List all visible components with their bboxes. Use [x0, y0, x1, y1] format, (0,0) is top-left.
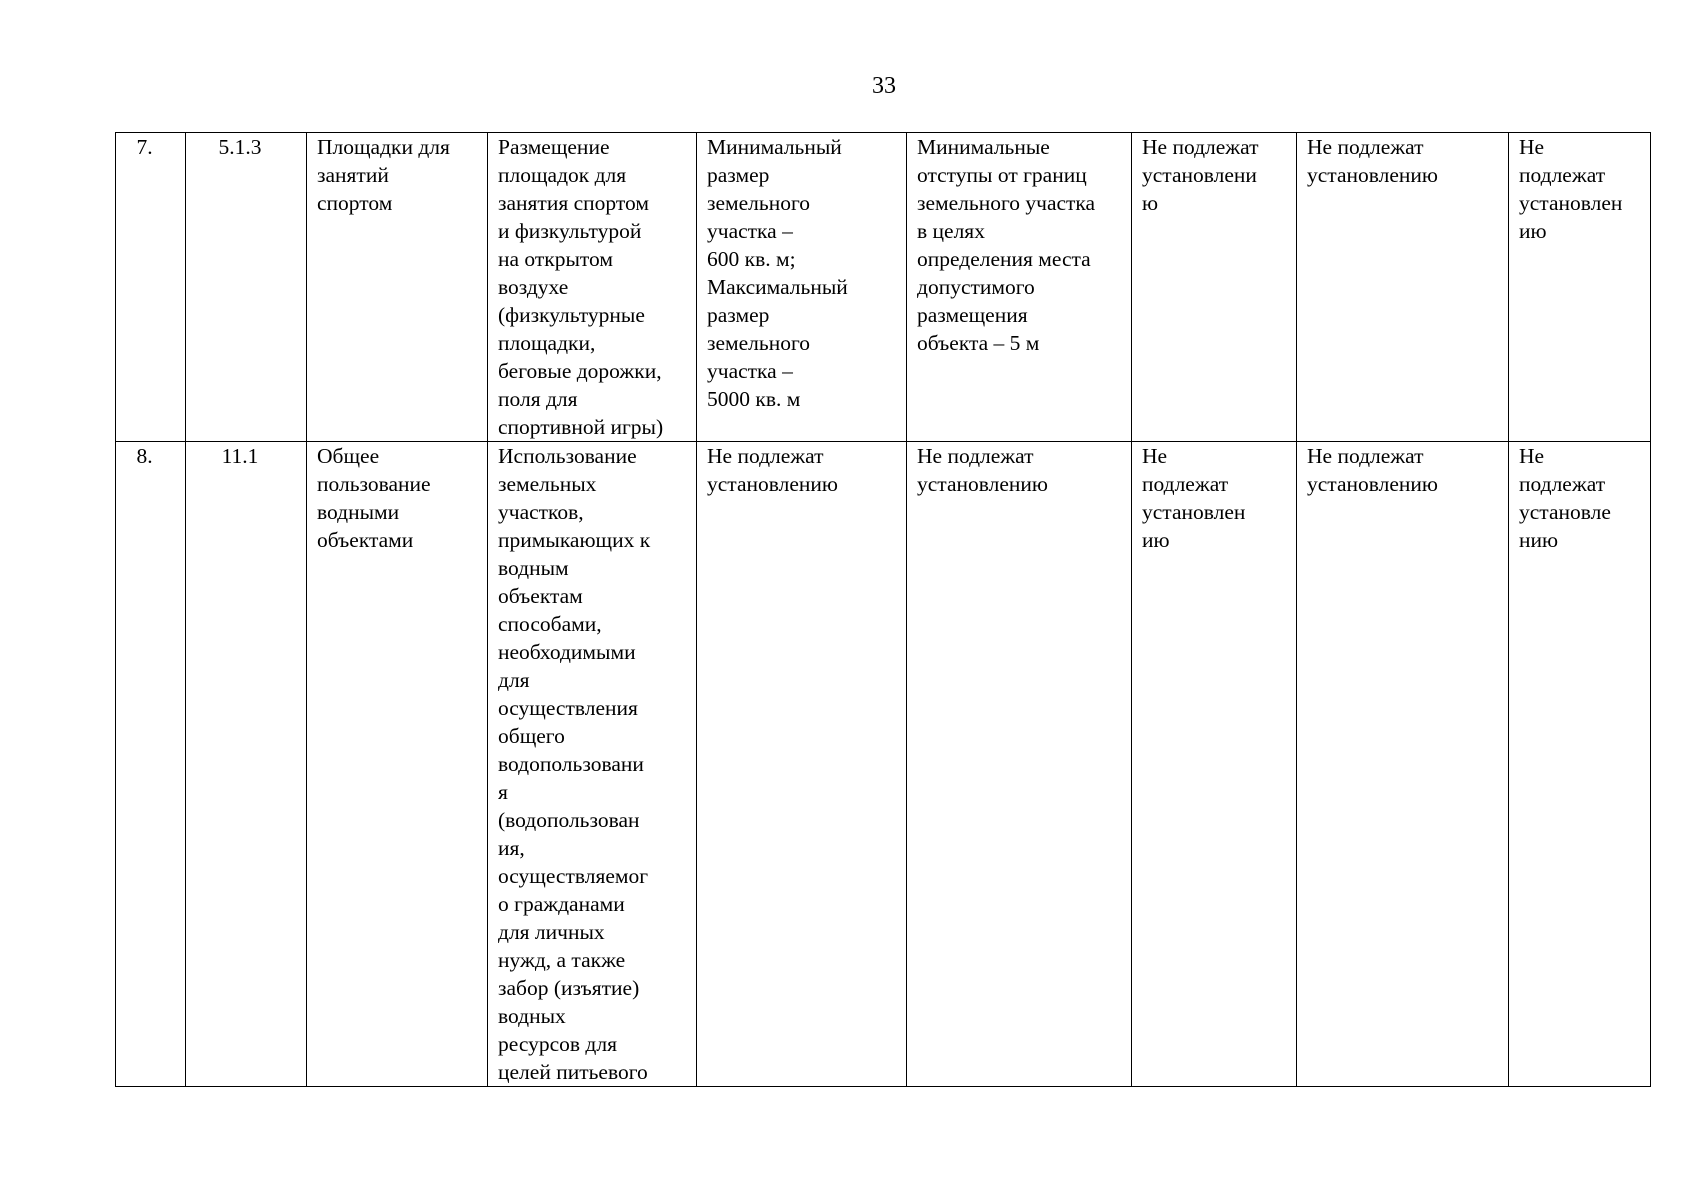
page-number: 33: [872, 73, 896, 99]
use-name-cell: Общее пользование водными объектами: [307, 442, 488, 1087]
setbacks-cell: Минимальные отступы от границ земельного участка в целях определения места допустимого размещения объекта – 5 м: [907, 133, 1132, 442]
parameter-cell-7: Не подлежат установлен ию: [1132, 442, 1297, 1087]
table-row: [116, 442, 1651, 1087]
parameter-cell-7: Не подлежат установлени ю: [1132, 133, 1297, 442]
parameter-cell-8: Не подлежат установлению: [1297, 442, 1509, 1087]
setbacks-cell: Не подлежат установлению: [907, 442, 1132, 1087]
use-name-cell: Площадки для занятий спортом: [307, 133, 488, 442]
use-code-cell: 11.1: [186, 442, 307, 1087]
parameter-cell-8: Не подлежат установлению: [1297, 133, 1509, 442]
parameter-cell-9: Не подлежат установле нию: [1509, 442, 1651, 1087]
use-description-cell: Размещение площадок для занятия спортом и физкультурой на открытом воздухе (физкультурные площадки, беговые дорожки, поля для спортивной игры): [488, 133, 697, 442]
use-description-cell: Использование земельных участков, примыкающих к водным объектам способами, необходимыми для осуществления общего водопользовани я (водопользован ия, осуществляемог о гражданами для личных нужд, а также забор (изъятие) водных ресурсов для целей питьевого: [488, 442, 697, 1087]
row-number-cell: 7.: [116, 133, 186, 442]
parameter-cell-9: Не подлежат установлен ию: [1509, 133, 1651, 442]
land-use-regulations-table: [115, 132, 1651, 1087]
row-number-cell: 8.: [116, 442, 186, 1087]
use-code-cell: 5.1.3: [186, 133, 307, 442]
plot-size-cell: Не подлежат установлению: [697, 442, 907, 1087]
table-row: [116, 133, 1651, 442]
plot-size-cell: Минимальный размер земельного участка – 600 кв. м; Максимальный размер земельного участка – 5000 кв. м: [697, 133, 907, 442]
